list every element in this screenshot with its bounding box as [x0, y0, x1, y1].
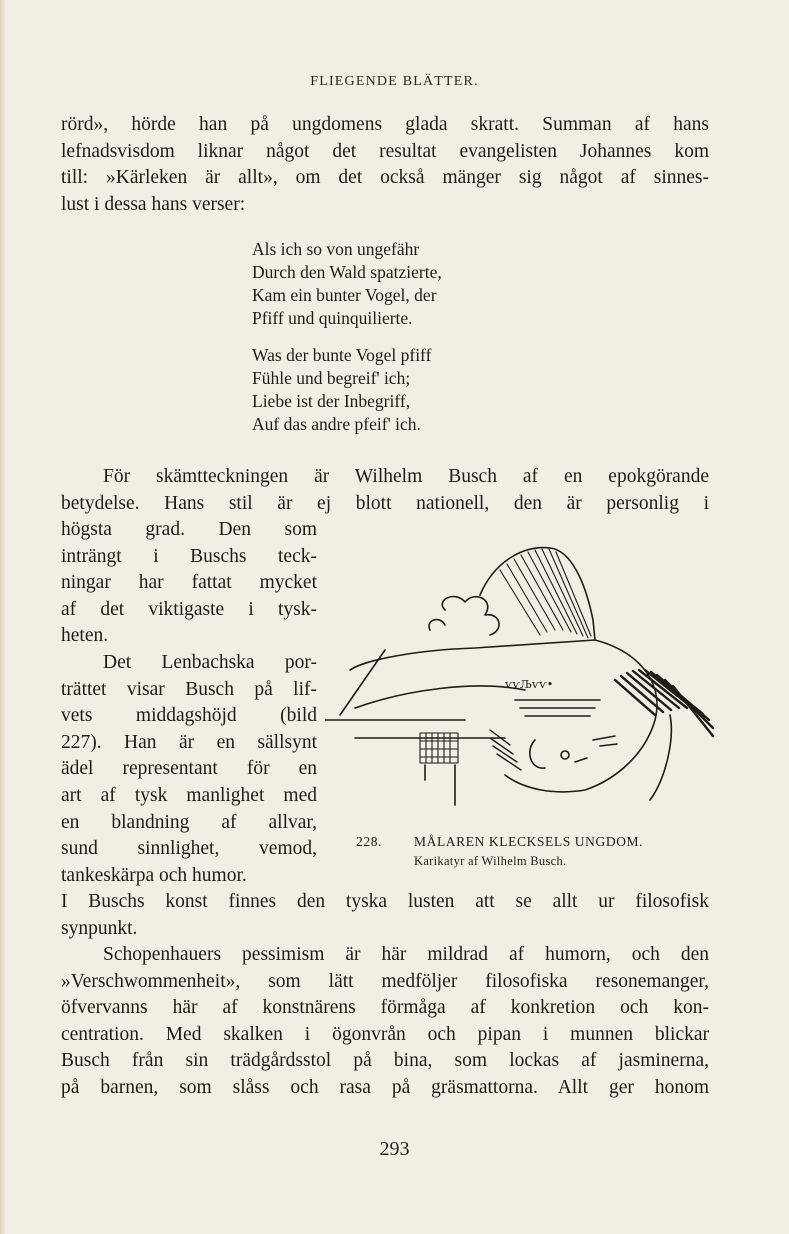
paragraph-2-narrow [61, 517, 317, 650]
text-line: Busch från sin trädgårdsstol på bina, som lockas af jasminerna, [61, 1050, 709, 1072]
figure-credit: Karikatyr af Wilhelm Busch. [414, 854, 567, 868]
face-outline [350, 640, 657, 792]
text-line: rörd», hörde han på ungdomens glada skratt. Summan af hans [61, 114, 709, 135]
page-edge-shadow [0, 0, 6, 1234]
text-line: på barnen, som slåss och rasa på gräsmattorna. Allt ger honom [61, 1076, 709, 1098]
intro-paragraph [61, 112, 709, 218]
figure-title: MÅLAREN KLECKSELS UNGDOM. [414, 834, 644, 849]
figure-number: 228. [356, 834, 383, 849]
hat-hatching [500, 549, 591, 638]
poem-line: Auf das andre pfeif' ich. [252, 414, 421, 434]
text-line: heten. [61, 625, 109, 647]
text-line: Det Lenbachska por- [103, 652, 317, 673]
text-line: betydelse. Hans stil är ej blott nationell, den är personlig i [61, 492, 709, 514]
text-line: I Buschs konst finnes den tyska lusten att se allt ur filosofisk [61, 891, 709, 912]
text-line: till: »Kärleken är allt», om det också mänger sig något af sinnes- [61, 167, 709, 189]
dark-hair-hatching [615, 670, 713, 736]
text-line: För skämtteckningen är Wilhelm Busch af en epokgörande [103, 466, 709, 487]
text-line: sund sinnlighet, vemod, [61, 838, 317, 860]
text-line: »Verschwommenheit», som lätt medföljer filosofiska resonemanger, [61, 970, 709, 992]
poem-line: Fühle und begreif' ich; [252, 368, 411, 388]
poem-stanza-2 [252, 344, 442, 436]
poem [252, 238, 442, 436]
poem-line: Kam ein bunter Vogel, der [252, 285, 437, 305]
poem-line: Durch den Wald spatzierte, [252, 262, 442, 282]
paragraph-4 [61, 942, 709, 1102]
paragraph-2 [61, 464, 709, 517]
text-line: lefnadsvisdom liknar något det resultat evangelisten Johannes kom [61, 140, 709, 162]
text-line: ädel representant för en [61, 758, 317, 780]
caricature-illustration [325, 540, 715, 820]
shade-hatching [490, 730, 521, 770]
text-line: lust i dessa hans verser: [61, 193, 246, 215]
text-line: 227). Han är en sällsynt [61, 731, 317, 753]
poem-line: Als ich so von ungefähr [252, 239, 420, 259]
poem-stanza-1 [252, 238, 442, 330]
poem-line: Was der bunte Vogel pfiff [252, 345, 432, 365]
running-head: FLIEGENDE BLÄTTER. [310, 74, 479, 89]
text-line: ningar har fattat mycket [61, 572, 317, 594]
text-line: art af tysk manlighet med [61, 784, 317, 806]
poem-line: Pfiff und quinquilierte. [252, 308, 413, 328]
text-line: tankeskärpa och humor. [61, 864, 247, 886]
hair-curls [442, 597, 499, 635]
text-line: af det viktigaste i tysk- [61, 598, 317, 620]
paragraph-3-continued [61, 889, 709, 942]
drawing-scribble-text: ѵѵЉѵѵ• [505, 678, 554, 691]
text-line: synpunkt. [61, 917, 138, 939]
text-line: centration. Med skalken i ögonvrån och pipan i munnen blickar [61, 1023, 709, 1045]
page-number: 293 [379, 1138, 410, 1160]
text-line: en blandning af allvar, [61, 811, 317, 833]
text-line: Schopenhauers pessimism är här mildrad af humorn, och den [103, 944, 709, 965]
text-line: inträngt i Buschs teck- [61, 545, 317, 567]
text-line: trättet visar Busch på lif- [61, 678, 317, 700]
poem-line: Liebe ist der Inbegriff, [252, 391, 411, 411]
text-line: högsta grad. Den som [61, 519, 317, 540]
paragraph-3-narrow [61, 650, 317, 889]
text-line: vets middagshöjd (bild [61, 705, 317, 727]
text-line: öfvervanns här af konstnärens förmåga af konkretion och kon- [61, 997, 709, 1019]
